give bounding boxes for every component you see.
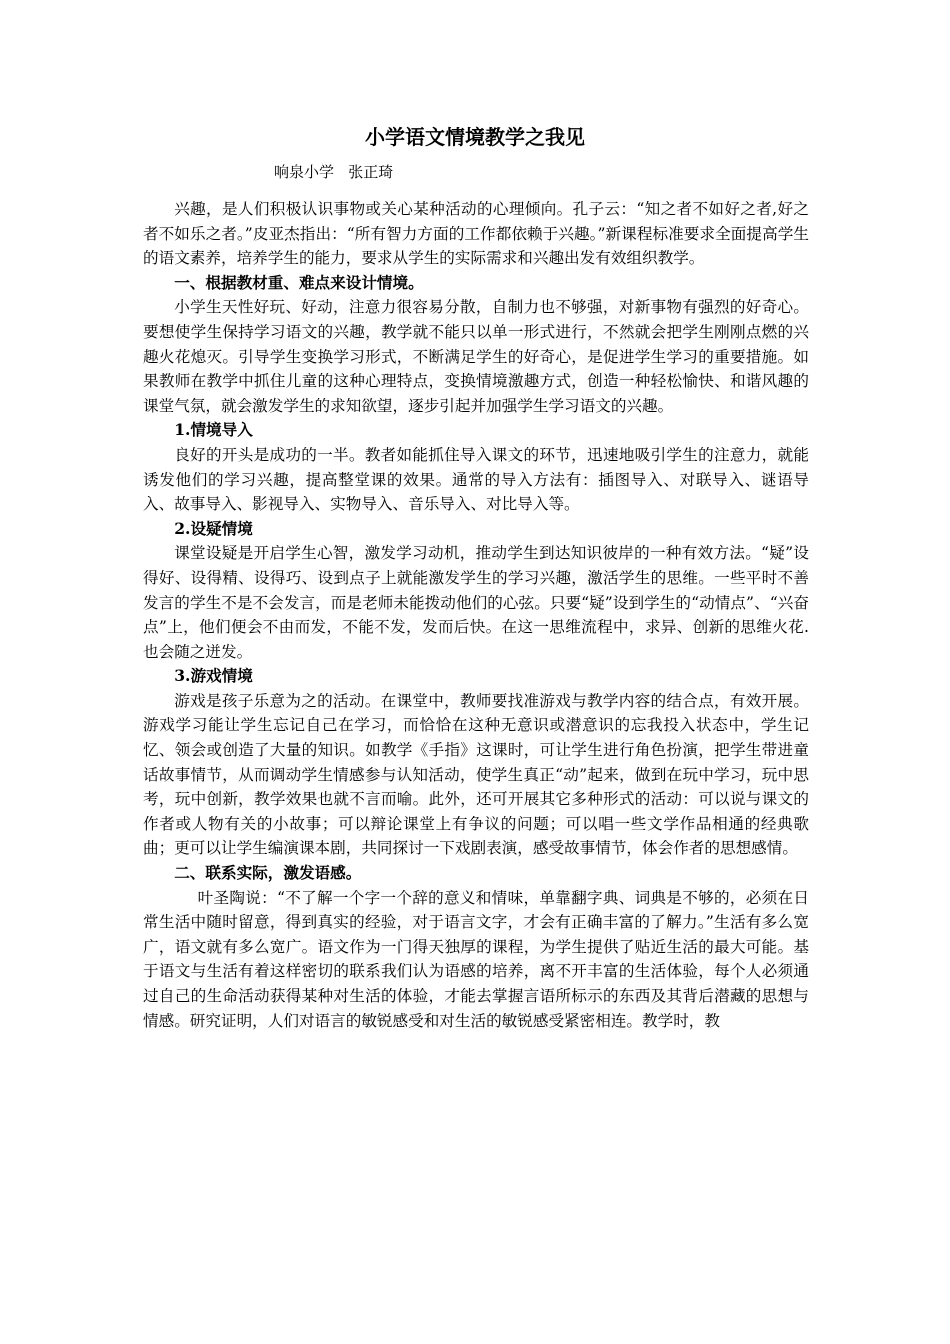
subsection-heading: 3.游戏情境 [174, 666, 253, 686]
paragraph: 小学生天性好玩、好动，注意力很容易分散，自制力也不够强，对新事物有强烈的好奇心。要想使学生保持学习语文的兴趣，教学就不能只以单一形式进行，不然就会把学生刚刚点燃的兴趣火花熄灭。引导学生变换学习形式，不断满足学生的好奇心，是促进学生学习的重要措施。如果教师在教学中抓住儿童的这种心理特点，变换情境激趣方式，创造一种轻松愉快、和谐风趣的课堂气氛，就会激发学生的求知欲望，逐步引起并加强学生学习语文的兴趣。 [143, 298, 809, 415]
paragraph: 良好的开头是成功的一半。教者如能抓住导入课文的环节，迅速地吸引学生的注意力，就能诱发他们的学习兴趣，提高整堂课的效果。通常的导入方法有：插图导入、对联导入、谜语导入、故事导入、影视导入、实物导入、音乐导入、对比导入等。 [143, 445, 809, 514]
paragraph: 游戏是孩子乐意为之的活动。在课堂中，教师要找准游戏与教学内容的结合点，有效开展。游戏学习能让学生忘记自己在学习，而恰恰在这种无意识或潜意识的忘我投入状态中，学生记忆、领会或创造了大量的知识。如教学《手指》这课时，可让学生进行角色扮演，把学生带进童话故事情节，从而调动学生情感参与认知活动，使学生真正“动”起来，做到在玩中学习，玩中思考，玩中创新，教学效果也就不言而喻。此外，还可开展其它多种形式的活动：可以说与课文的作者或人物有关的小故事；可以辩论课堂上有争议的问题；可以唱一些文学作品相通的经典歌曲；更可以让学生编演课本剧，共同探讨一下戏剧表演，感受故事情节，体会作者的思想感情。 [143, 691, 809, 858]
document-body [143, 197, 809, 1033]
author-line: 响泉小学 张正琦 [274, 163, 394, 181]
document-title: 小学语文情境教学之我见 [365, 125, 585, 149]
subsection-heading: 2.设疑情境 [174, 518, 253, 538]
paragraph-intro: 兴趣，是人们积极认识事物或关心某种活动的心理倾向。孔子云：“知之者不如好之者,好之者不如乐之者。”皮亚杰指出：“所有智力方面的工作都依赖于兴趣。”新课程标准要求全面提高学生的语文素养，培养学生的能力，要求从学生的实际需求和兴趣出发有效组织教学。 [143, 200, 809, 268]
subsection-heading: 1.情境导入 [174, 420, 253, 440]
paragraph: 叶圣陶说：“不了解一个字一个辞的意义和情味，单靠翻字典、词典是不够的，必须在日常生活中随时留意，得到真实的经验，对于语言文字，才会有正确丰富的了解力。”生活有多么宽广，语文就有多么宽广。语文作为一门得天独厚的课程，为学生提供了贴近生活的最大可能。基于语文与生活有着这样密切的联系我们认为语感的培养，离不开丰富的生活体验，每个人必须通过自己的生命活动获得某种对生活的体验，才能去掌握言语所标示的东西及其背后潜藏的思想与情感。研究证明，人们对语言的敏锐感受和对生活的敏锐感受紧密相连。教学时，教 [143, 888, 809, 1030]
paragraph: 课堂设疑是开启学生心智，激发学习动机，推动学生到达知识彼岸的一种有效方法。“疑”设得好、设得精、设得巧、设到点子上就能激发学生的学习兴趣，激活学生的思维。一些平时不善发言的学生不是不会发言，而是老师未能拨动他们的心弦。只要“疑”设到学生的“动情点”、“兴奋点”上，他们便会不由而发，不能不发，发而后快。在这一思维流程中，求异、创新的思维火花. 也会随之迸发。 [143, 544, 809, 661]
section-heading-2: 二、联系实际，激发语感。 [174, 863, 362, 883]
section-heading-1: 一、根据教材重、难点来设计情境。 [174, 272, 424, 292]
